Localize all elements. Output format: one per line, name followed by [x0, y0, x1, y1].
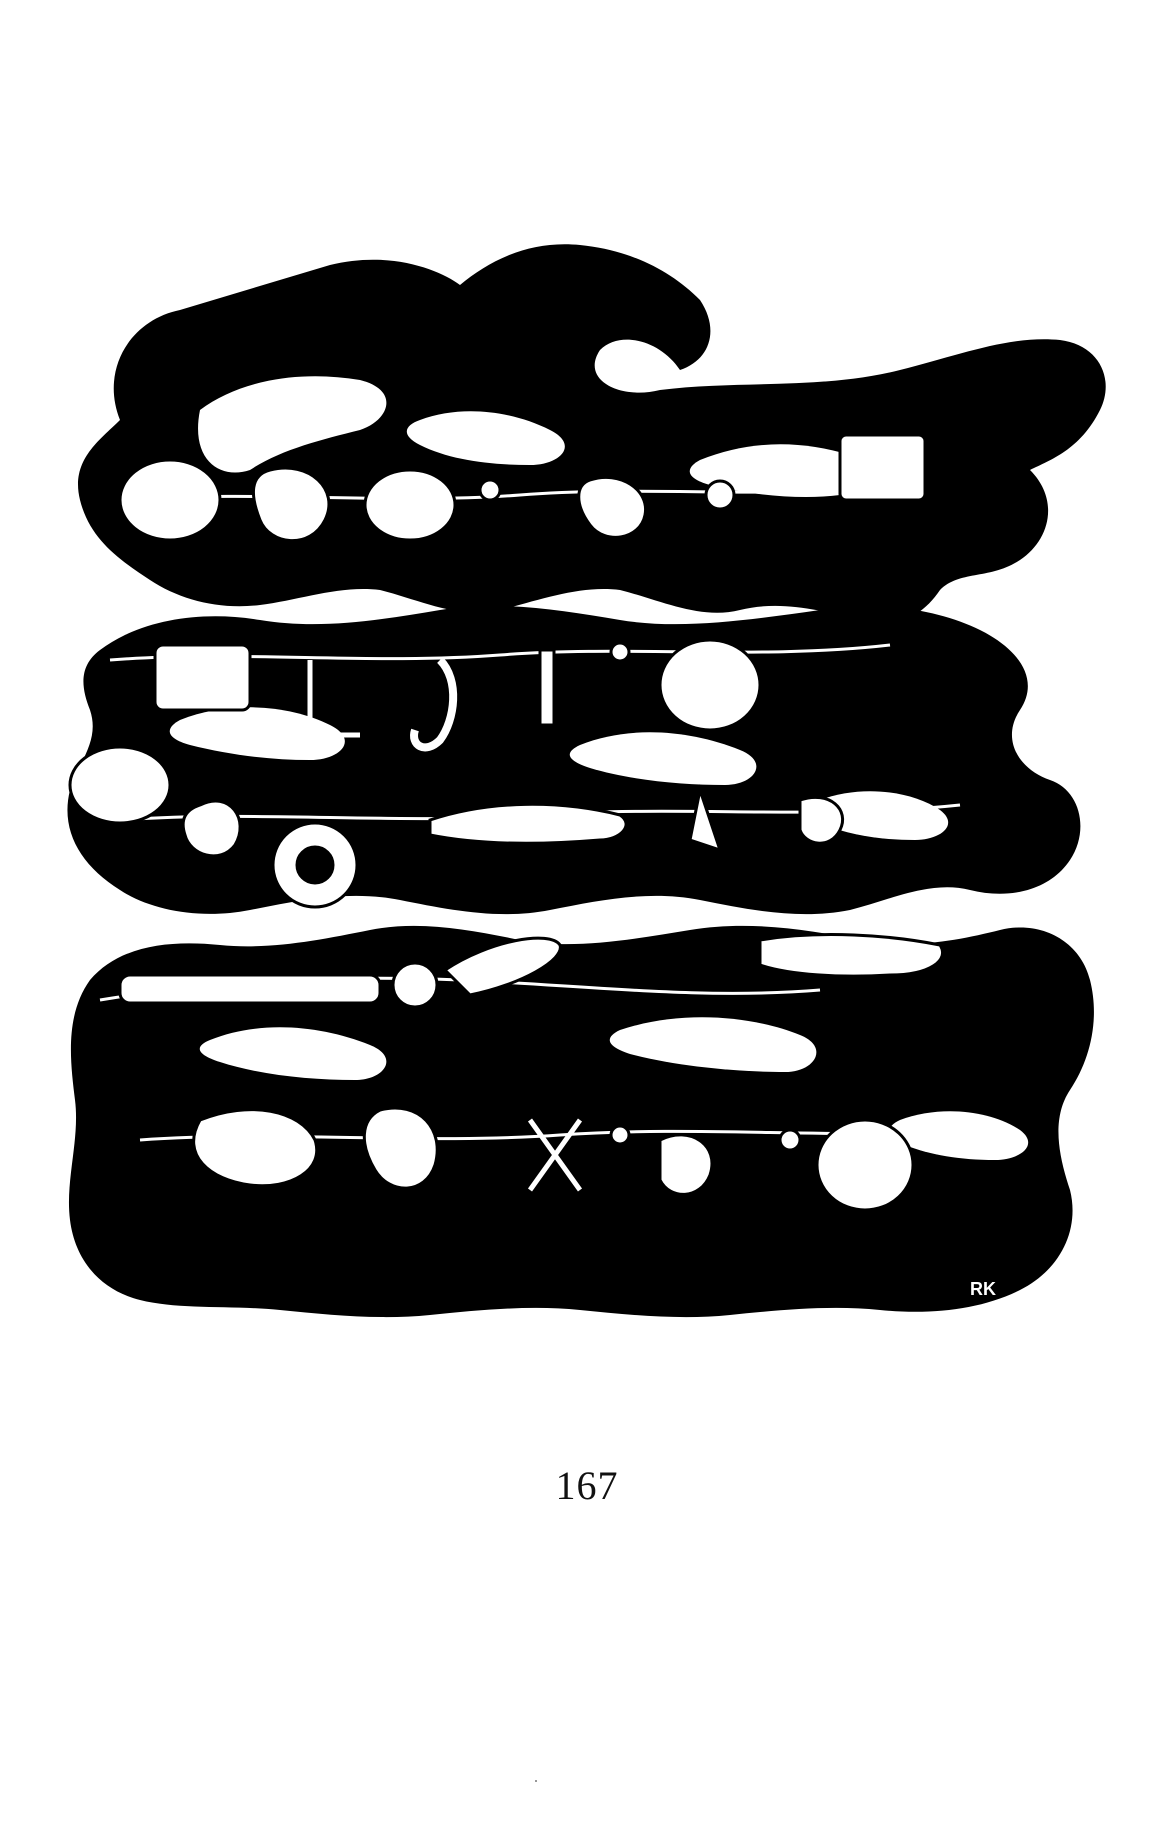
artist-monogram: RK: [970, 1279, 996, 1299]
ink-illustration: [60, 240, 1120, 1335]
page-number: 167: [555, 1463, 619, 1508]
paper-speck: [535, 1780, 537, 1782]
illustration-svg: [60, 240, 1120, 1335]
